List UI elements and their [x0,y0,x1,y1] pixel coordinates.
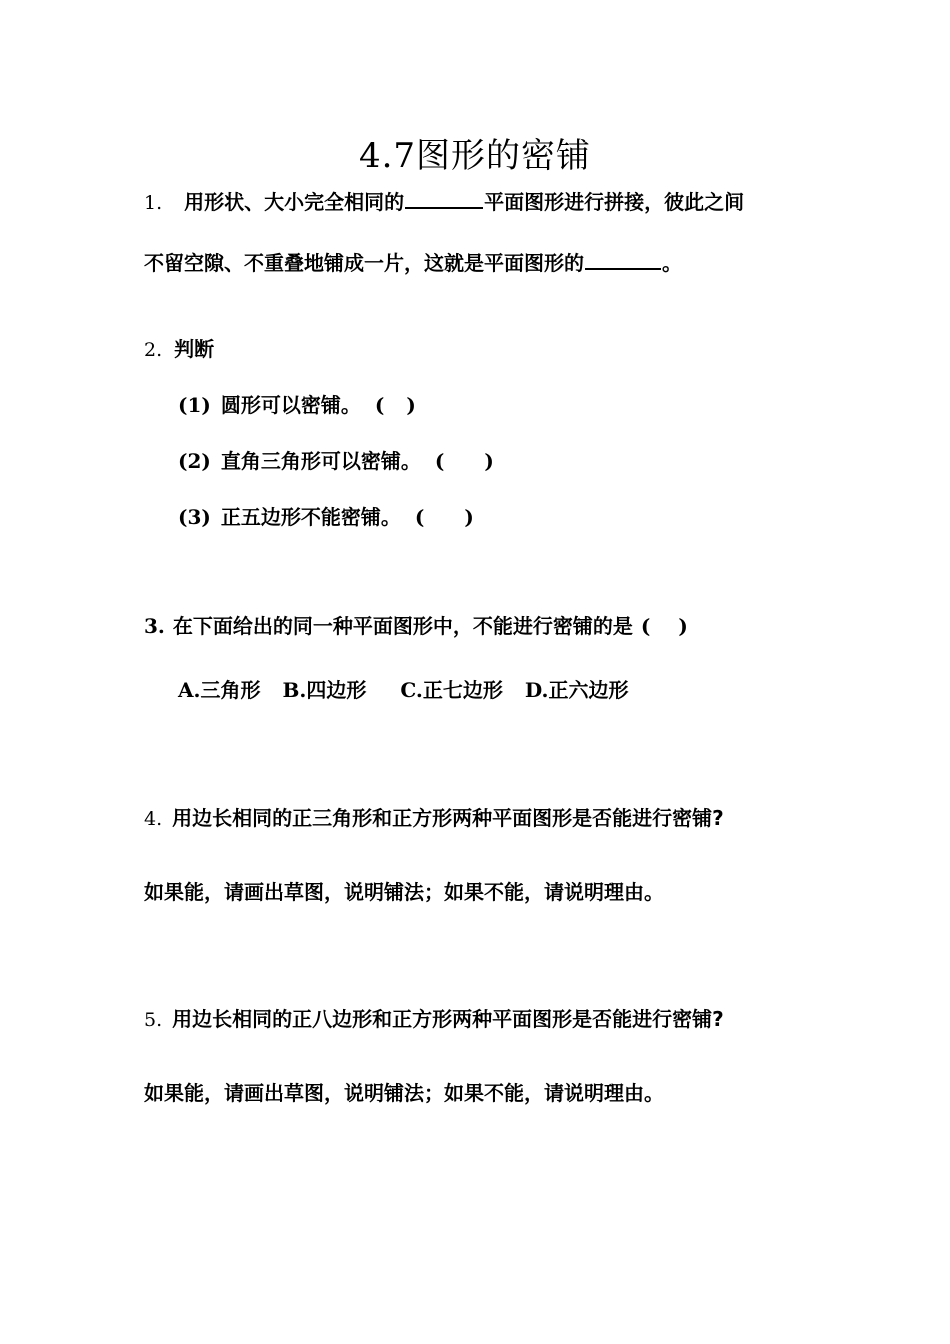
item-1-text: 圆形可以密铺。 [220,393,361,417]
page-title: 4.7图形的密铺 [358,136,592,176]
item-1-number: (1) [178,393,211,417]
item-1-paren-open: ( [374,393,385,417]
item-2-text: 直角三角形可以密铺。 [220,449,421,473]
question-5-number: 5. [144,1009,163,1031]
question-4-line-2 [144,876,664,905]
item-3-text: 正五边形不能密铺。 [220,505,401,529]
item-3-paren-close: ) [464,505,474,529]
question-4-line-1 [144,802,724,831]
question-2-label: 判断 [174,337,215,361]
question-4-text-2: 如果能，请画出草图，说明铺法；如果不能，请说明理由。 [144,880,664,904]
item-2-paren-close: ) [484,449,494,473]
question-3-paren-open: ( [640,614,651,638]
item-2-paren-open: ( [434,449,445,473]
item-3-number: (3) [178,505,211,529]
question-4-number: 4. [144,808,163,830]
question-3-options [178,674,628,703]
item-2-number: (2) [178,449,211,473]
question-1-text-c: 不留空隙、不重叠地铺成一片，这就是平面图形的 [144,251,584,275]
question-2-number: 2. [144,339,163,361]
option-c: C.正七边形 [400,678,503,702]
question-2-item-3 [178,501,474,530]
question-2-item-2 [178,445,494,474]
question-1-line-1 [144,186,744,215]
question-4-text-1: 用边长相同的正三角形和正方形两种平面图形是否能进行密铺? [172,806,724,830]
question-1-blank-2[interactable] [585,250,661,270]
question-2-item-1 [178,389,416,418]
question-1-line-2 [144,247,682,276]
question-5-line-2 [144,1077,664,1106]
question-3-line [144,610,688,639]
question-3-text: 在下面给出的同一种平面图形中，不能进行密铺的是 [172,614,633,638]
question-1-number: 1. [144,192,163,214]
question-3-paren-close: ) [678,614,688,638]
question-3-number: 3. [144,614,165,638]
question-5-line-1 [144,1003,724,1032]
question-2-heading [144,333,214,362]
question-5-text-2: 如果能，请画出草图，说明铺法；如果不能，请说明理由。 [144,1081,664,1105]
question-5-text-1: 用边长相同的正八边形和正方形两种平面图形是否能进行密铺? [172,1007,724,1031]
option-b: B.四边形 [282,678,367,702]
question-1-blank-1[interactable] [405,189,483,209]
option-a: A.三角形 [178,678,261,702]
option-d: D.正六边形 [524,678,629,702]
item-3-paren-open: ( [414,505,425,529]
question-1-text-a: 用形状、大小完全相同的 [184,190,405,214]
question-1-text-b: 平面图形进行拼接，彼此之间 [484,190,745,214]
question-1-text-d: 。 [662,251,682,275]
item-1-paren-close: ) [406,393,416,417]
